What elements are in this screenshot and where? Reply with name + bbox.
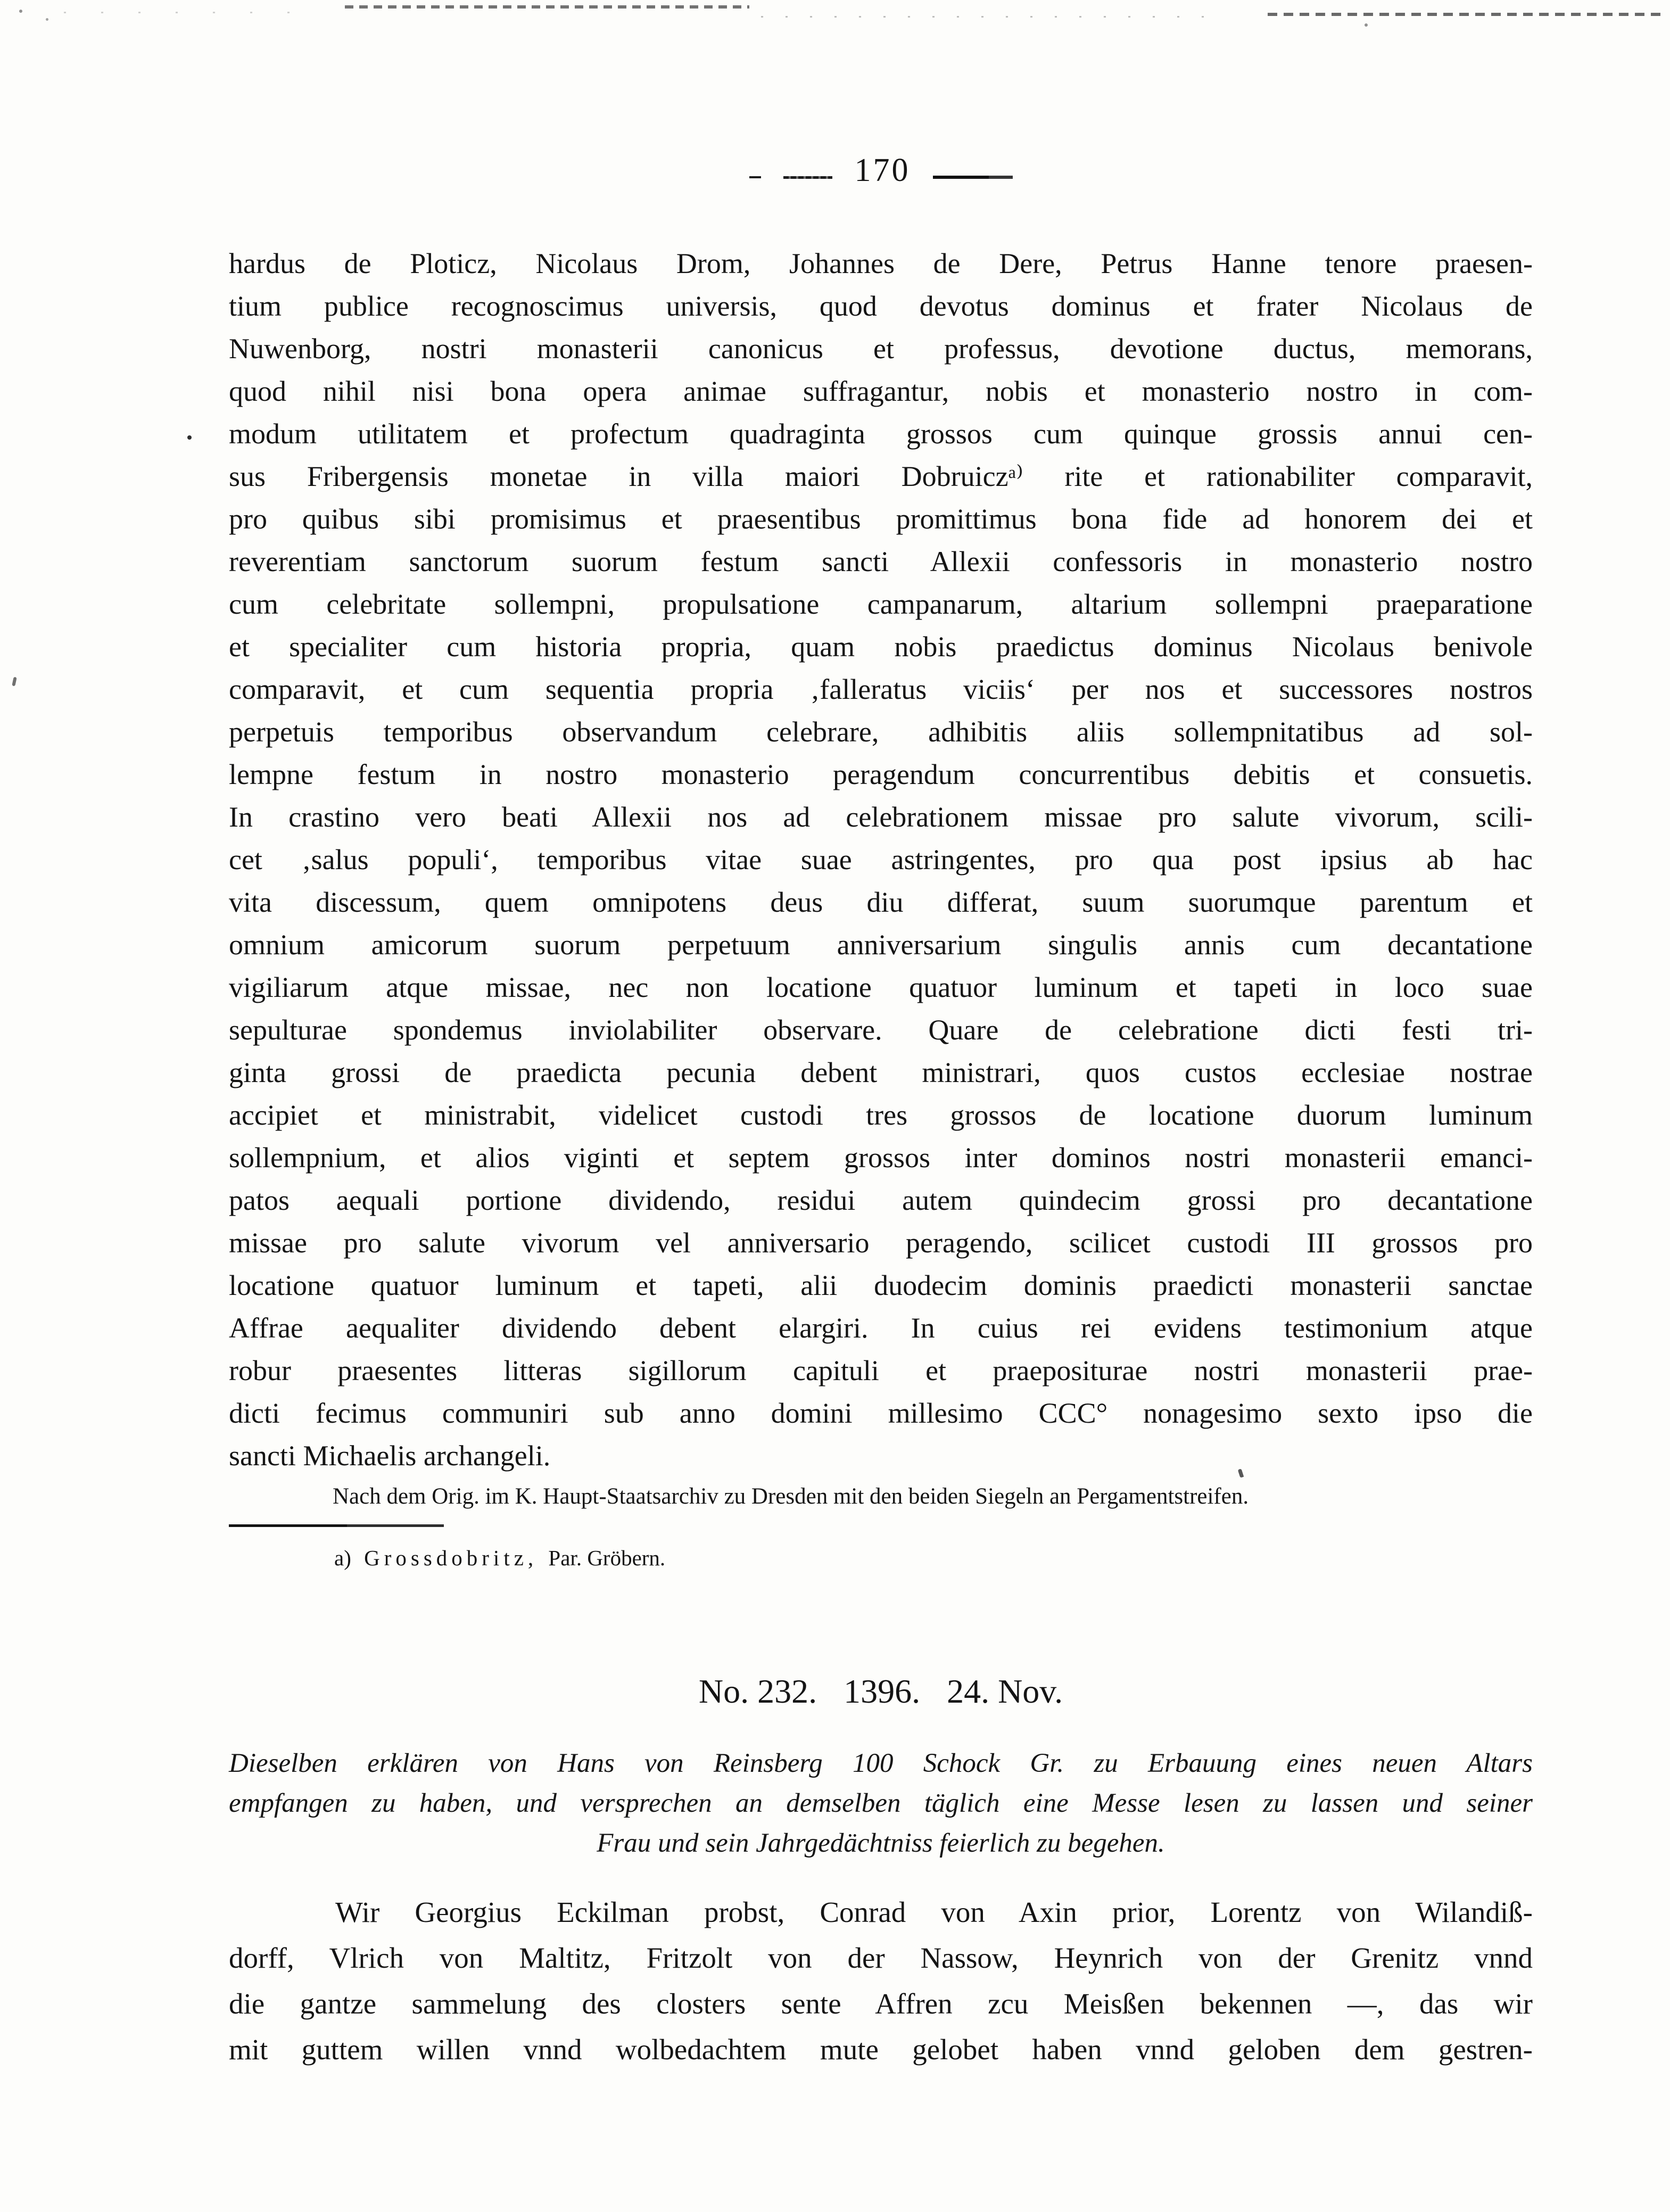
text-line: dicti fecimus communiri sub anno domini millesimo CCC° nonagesimo sexto ipso die bbox=[229, 1397, 1533, 1429]
text-line: accipiet et ministrabit, videlicet custodi tres grossos de locatione duorum luminum bbox=[229, 1099, 1533, 1131]
charter-number: No. 232. bbox=[698, 1672, 817, 1710]
text-line: sollempnium, et alios viginti et septem grossos inter dominos nostri monasterii emanci- bbox=[229, 1142, 1533, 1174]
text-line: comparavit, et cum sequentia propria ‚falleratus viciis‘ per nos et successores nostros bbox=[229, 673, 1533, 705]
text-line: tium publice recognoscimus universis, quod devotus dominus et frater Nicolaus de bbox=[229, 290, 1533, 322]
text-line: et specialiter cum historia propria, quam nobis praedictus dominus Nicolaus benivole bbox=[229, 631, 1533, 663]
scan-speck bbox=[19, 10, 22, 13]
text-line: perpetuis temporibus observandum celebrare, adhibitis aliis sollempnitatibus ad sol- bbox=[229, 716, 1533, 748]
scan-artifact-dashes-right bbox=[1268, 13, 1666, 16]
text-line: modum utilitatem et profectum quadraginta grossos cum quinque grossis annui cen- bbox=[229, 418, 1533, 450]
footnote-marker: a) bbox=[334, 1546, 351, 1570]
summary-line: Dieselben erklären von Hans von Reinsberg 100 Schock Gr. zu Erbauung eines neuen Altars bbox=[229, 1748, 1533, 1778]
german-charter-text bbox=[229, 1889, 1533, 2073]
text-line: cet ‚salus populi‘, temporibus vitae suae astringentes, pro qua post ipsius ab hac bbox=[229, 844, 1533, 876]
text-line: cum celebritate sollempni, propulsatione campanarum, altarium sollempni praeparatione bbox=[229, 588, 1533, 620]
header-dash-small bbox=[749, 176, 761, 178]
charter-heading bbox=[229, 1671, 1533, 1712]
text-line: vita discessum, quem omnipotens deus diu differat, suum suorumque parentum et bbox=[229, 886, 1533, 918]
scan-margin-dot bbox=[187, 435, 192, 440]
text-line: In crastino vero beati Allexii nos ad celebrationem missae pro salute vivorum, scili- bbox=[229, 801, 1533, 833]
summary-line: Frau und sein Jahrgedächtniss feierlich zu begehen. bbox=[597, 1828, 1165, 1858]
scan-artifact-dashes-left bbox=[345, 5, 749, 9]
text-line: robur praesentes litteras sigillorum capituli et praepositurae nostri monasterii prae- bbox=[229, 1355, 1533, 1386]
text-line: pro quibus sibi promisimus et praesentibus promittimus bona fide ad honorem dei et bbox=[229, 503, 1533, 535]
footnote bbox=[334, 1545, 665, 1571]
footnote-parish: Par. Gröbern. bbox=[548, 1546, 666, 1570]
text-line: lempne festum in nostro monasterio peragendum concurrentibus debitis et consuetis. bbox=[229, 758, 1533, 790]
scan-artifact-speck-band-2 bbox=[64, 12, 298, 13]
text-line: vigiliarum atque missae, nec non locatione quatuor luminum et tapeti in loco suae bbox=[229, 971, 1533, 1003]
text-line: dorff, Vlrich von Maltitz, Fritzolt von der Nassow, Heynrich von der Grenitz vnnd bbox=[229, 1942, 1533, 1974]
scan-margin-comma bbox=[12, 677, 16, 687]
text-line: reverentiam sanctorum suorum festum sancti Allexii confessoris in monasterio nostro bbox=[229, 546, 1533, 577]
summary-line: empfangen zu haben, und versprechen an demselben täglich eine Messe lesen zu lassen und seiner bbox=[229, 1788, 1533, 1818]
text-line: mit guttem willen vnnd wolbedachtem mute gelobet haben vnnd geloben dem gestren- bbox=[229, 2033, 1533, 2066]
text-line: missae pro salute vivorum vel anniversario peragendo, scilicet custodi III grossos pro bbox=[229, 1227, 1533, 1259]
text-line: ginta grossi de praedicta pecunia debent ministrari, quos custos ecclesiae nostrae bbox=[229, 1057, 1533, 1088]
text-line: patos aequali portione dividendo, residui autem quindecim grossi pro decantatione bbox=[229, 1184, 1533, 1216]
scan-speck bbox=[46, 18, 48, 21]
source-note: Nach dem Orig. im K. Haupt-Staatsarchiv zu Dresden mit den beiden Siegeln an Pergamentstreifen. bbox=[333, 1484, 1249, 1509]
footnote-rule bbox=[229, 1524, 444, 1527]
footnote-place: Grossdobritz, bbox=[364, 1546, 538, 1570]
text-line: omnium amicorum suorum perpetuum anniversarium singulis annis cum decantatione bbox=[229, 929, 1533, 961]
text-line: die gantze sammelung des closters sente Affren zcu Meisßen bekennen —, das wir bbox=[229, 1987, 1533, 2020]
latin-charter-text bbox=[229, 242, 1533, 1477]
charter-summary bbox=[229, 1744, 1533, 1863]
text-line: hardus de Ploticz, Nicolaus Drom, Johannes de Dere, Petrus Hanne tenore praesen- bbox=[229, 247, 1533, 279]
text-line: sepulturae spondemus inviolabiliter observare. Quare de celebratione dicti festi tri- bbox=[229, 1014, 1533, 1046]
header-dash-long bbox=[933, 176, 1013, 179]
header-dash-broken bbox=[783, 176, 832, 179]
text-line: sus Fribergensis monetae in villa maiori Dobruiczᵃ⁾ rite et rationabiliter comparavit, bbox=[229, 460, 1533, 492]
scan-speck bbox=[1365, 23, 1368, 27]
page-number: 170 bbox=[854, 152, 911, 188]
text-line: Affrae aequaliter dividendo debent elargiri. In cuius rei evidens testimonium atque bbox=[229, 1312, 1533, 1344]
text-line: locatione quatuor luminum et tapeti, alii duodecim dominis praedicti monasterii sanctae bbox=[229, 1269, 1533, 1301]
text-line: Nuwenborg, nostri monasterii canonicus et professus, devotione ductus, memorans, bbox=[229, 333, 1533, 365]
text-line: quod nihil nisi bona opera animae suffragantur, nobis et monasterio nostro in com- bbox=[229, 375, 1533, 407]
charter-year: 1396. bbox=[844, 1672, 921, 1710]
scan-artifact-speck-band bbox=[761, 16, 1219, 18]
text-line: Wir Georgius Eckilman probst, Conrad von Axin prior, Lorentz von Wilandiß- bbox=[335, 1896, 1533, 1928]
charter-date: 24. Nov. bbox=[947, 1672, 1063, 1710]
page-header bbox=[229, 151, 1533, 189]
text-line: sancti Michaelis archangeli. bbox=[229, 1440, 551, 1472]
